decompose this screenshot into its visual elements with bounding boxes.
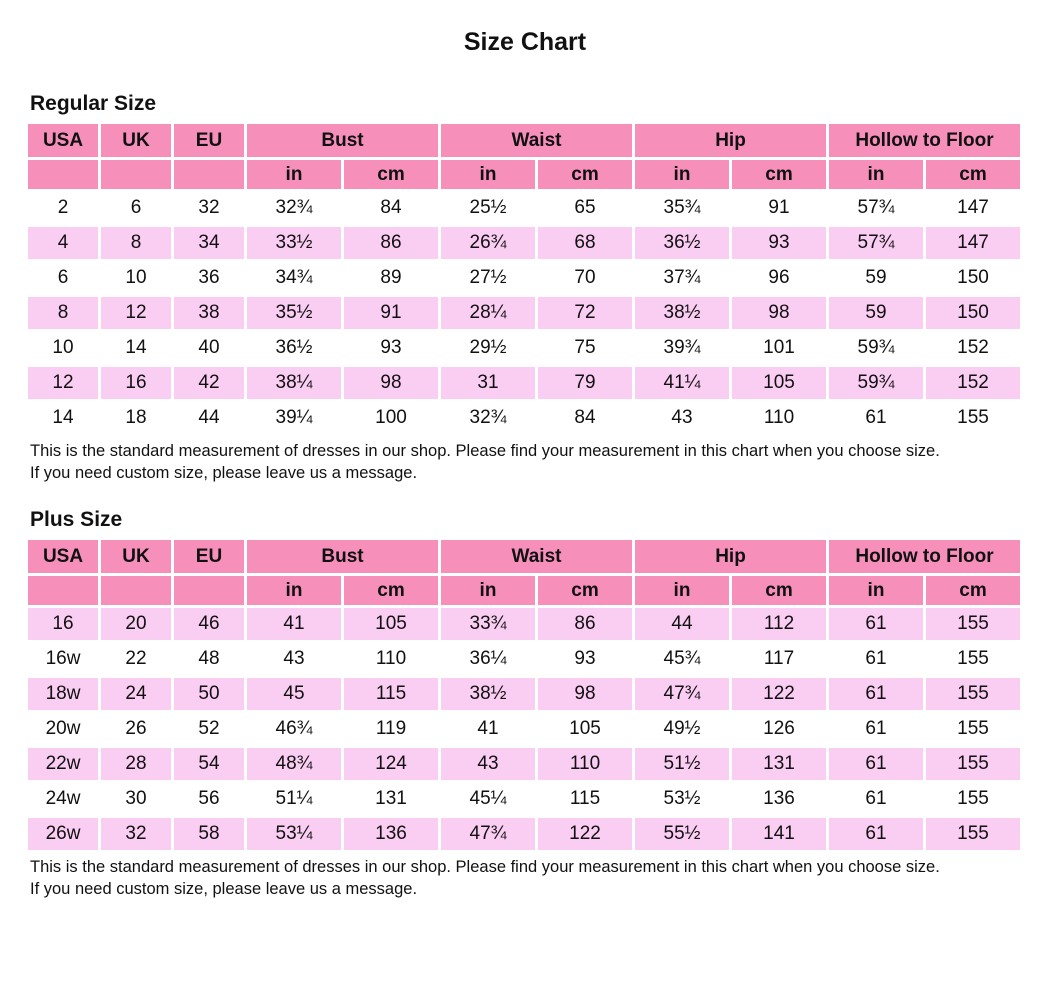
table-cell: 41¼ [635,367,729,399]
table-cell: 27½ [441,262,535,294]
table-cell: 35½ [247,297,341,329]
table-cell: 10 [101,262,171,294]
unit-header: in [635,160,729,189]
unit-header: cm [926,160,1020,189]
note-line: If you need custom size, please leave us a message. [30,880,418,898]
table-cell: 46 [174,608,244,640]
empty-header-cell [101,160,171,189]
table-cell: 36½ [247,332,341,364]
table-cell: 14 [101,332,171,364]
unit-header: cm [538,160,632,189]
table-cell: 105 [538,713,632,745]
table-cell: 84 [538,402,632,434]
header-row [28,540,1020,573]
table-cell: 44 [635,608,729,640]
unit-header: cm [344,160,438,189]
table-cell: 93 [538,643,632,675]
table-cell: 155 [926,713,1020,745]
table-cell: 36 [174,262,244,294]
table-cell: 115 [538,783,632,815]
table-cell: 124 [344,748,438,780]
empty-header-cell [174,160,244,189]
table-cell: 22w [28,748,98,780]
table-cell: 96 [732,262,826,294]
table-cell: 52 [174,713,244,745]
table-cell: 26¾ [441,227,535,259]
table-cell: 36½ [635,227,729,259]
table-cell: 72 [538,297,632,329]
table-cell: 43 [441,748,535,780]
table-cell: 43 [247,643,341,675]
table-row [28,402,1020,434]
table-cell: 136 [344,818,438,850]
table-cell: 54 [174,748,244,780]
table-cell: 6 [101,192,171,224]
table-cell: 98 [732,297,826,329]
table-cell: 38½ [635,297,729,329]
table-cell: 49½ [635,713,729,745]
table-cell: 48 [174,643,244,675]
regular-size-heading: Regular Size [30,92,157,115]
table-cell: 136 [732,783,826,815]
table-cell: 8 [101,227,171,259]
table-cell: 65 [538,192,632,224]
table-cell: 45¼ [441,783,535,815]
table-cell: 47¾ [635,678,729,710]
table-cell: 155 [926,678,1020,710]
table-cell: 29½ [441,332,535,364]
table-cell: 115 [344,678,438,710]
table-cell: 38 [174,297,244,329]
table-cell: 110 [538,748,632,780]
page-title: Size Chart [463,28,587,56]
table-cell: 141 [732,818,826,850]
table-cell: 131 [344,783,438,815]
table-cell: 155 [926,402,1020,434]
table-row [28,367,1020,399]
table-cell: 28¼ [441,297,535,329]
table-cell: 89 [344,262,438,294]
table-cell: 53½ [635,783,729,815]
column-header: Hollow to Floor [829,124,1020,157]
unit-header: cm [344,576,438,605]
table-cell: 122 [538,818,632,850]
table-cell: 22 [101,643,171,675]
table-cell: 51¼ [247,783,341,815]
regular-size-note [30,440,1010,484]
empty-header-cell [28,160,98,189]
table-cell: 48¾ [247,748,341,780]
table-cell: 117 [732,643,826,675]
column-header: UK [101,540,171,573]
column-header: EU [174,540,244,573]
unit-header: in [829,160,923,189]
unit-header: in [441,576,535,605]
table-row [28,192,1020,224]
table-cell: 126 [732,713,826,745]
table-cell: 12 [28,367,98,399]
table-cell: 20 [101,608,171,640]
table-cell: 70 [538,262,632,294]
table-cell: 16 [28,608,98,640]
table-row [28,297,1020,329]
table-cell: 98 [344,367,438,399]
unit-header-row [28,160,1020,189]
table-row [28,748,1020,780]
table-cell: 39¾ [635,332,729,364]
unit-header: cm [926,576,1020,605]
table-cell: 101 [732,332,826,364]
column-header: Waist [441,540,632,573]
table-cell: 59¾ [829,332,923,364]
table-cell: 86 [538,608,632,640]
empty-header-cell [174,576,244,605]
table-cell: 14 [28,402,98,434]
table-cell: 38½ [441,678,535,710]
table-cell: 119 [344,713,438,745]
unit-header: in [247,576,341,605]
table-cell: 155 [926,818,1020,850]
unit-header: in [635,576,729,605]
table-cell: 155 [926,748,1020,780]
column-header: Bust [247,124,438,157]
table-cell: 53¼ [247,818,341,850]
table-cell: 61 [829,713,923,745]
table-cell: 37¾ [635,262,729,294]
table-cell: 150 [926,262,1020,294]
table-cell: 18 [101,402,171,434]
table-cell: 32 [101,818,171,850]
column-header: Bust [247,540,438,573]
table-row [28,643,1020,675]
table-cell: 50 [174,678,244,710]
table-cell: 58 [174,818,244,850]
table-cell: 42 [174,367,244,399]
table-cell: 35¾ [635,192,729,224]
table-cell: 105 [732,367,826,399]
plus-size-note [30,856,1010,900]
column-header: USA [28,540,98,573]
table-row [28,227,1020,259]
table-cell: 84 [344,192,438,224]
table-cell: 32 [174,192,244,224]
column-header: UK [101,124,171,157]
table-cell: 86 [344,227,438,259]
table-cell: 59¾ [829,367,923,399]
column-header: Hip [635,124,826,157]
column-header: Hip [635,540,826,573]
table-cell: 105 [344,608,438,640]
table-cell: 43 [635,402,729,434]
table-cell: 34 [174,227,244,259]
table-cell: 110 [732,402,826,434]
plus-size-heading: Plus Size [30,508,123,531]
table-cell: 16 [101,367,171,399]
table-cell: 155 [926,783,1020,815]
table-cell: 24w [28,783,98,815]
table-cell: 61 [829,818,923,850]
table-cell: 150 [926,297,1020,329]
table-row [28,818,1020,850]
table-cell: 10 [28,332,98,364]
unit-header-row [28,576,1020,605]
table-cell: 93 [344,332,438,364]
table-cell: 16w [28,643,98,675]
table-cell: 46¾ [247,713,341,745]
table-cell: 91 [732,192,826,224]
table-row [28,332,1020,364]
table-cell: 75 [538,332,632,364]
table-cell: 51½ [635,748,729,780]
table-cell: 32¾ [247,192,341,224]
table-cell: 18w [28,678,98,710]
table-cell: 79 [538,367,632,399]
column-header: EU [174,124,244,157]
note-line: If you need custom size, please leave us a message. [30,464,418,482]
column-header: USA [28,124,98,157]
table-cell: 59 [829,262,923,294]
table-cell: 152 [926,367,1020,399]
unit-header: cm [732,160,826,189]
table-cell: 28 [101,748,171,780]
table-cell: 61 [829,608,923,640]
note-line: This is the standard measurement of dresses in our shop. Please find your measurement in this chart when you choose size. [30,858,940,876]
table-cell: 31 [441,367,535,399]
table-cell: 41 [441,713,535,745]
table-cell: 61 [829,783,923,815]
table-cell: 57¾ [829,192,923,224]
unit-header: in [247,160,341,189]
table-cell: 45 [247,678,341,710]
table-cell: 131 [732,748,826,780]
table-cell: 147 [926,192,1020,224]
table-cell: 100 [344,402,438,434]
unit-header: cm [538,576,632,605]
table-cell: 61 [829,678,923,710]
table-cell: 59 [829,297,923,329]
table-cell: 61 [829,643,923,675]
table-cell: 47¾ [441,818,535,850]
table-cell: 61 [829,402,923,434]
table-cell: 40 [174,332,244,364]
table-cell: 12 [101,297,171,329]
unit-header: in [829,576,923,605]
table-cell: 93 [732,227,826,259]
table-cell: 57¾ [829,227,923,259]
table-cell: 55½ [635,818,729,850]
table-cell: 25½ [441,192,535,224]
table-row [28,713,1020,745]
table-cell: 39¼ [247,402,341,434]
table-cell: 30 [101,783,171,815]
table-cell: 155 [926,608,1020,640]
column-header: Waist [441,124,632,157]
table-row [28,783,1020,815]
table-cell: 45¾ [635,643,729,675]
table-cell: 112 [732,608,826,640]
table-cell: 56 [174,783,244,815]
table-cell: 44 [174,402,244,434]
note-line: This is the standard measurement of dresses in our shop. Please find your measurement in this chart when you choose size. [30,442,940,460]
table-cell: 4 [28,227,98,259]
table-cell: 122 [732,678,826,710]
table-cell: 8 [28,297,98,329]
table-cell: 2 [28,192,98,224]
table-cell: 98 [538,678,632,710]
table-cell: 61 [829,748,923,780]
table-cell: 32¾ [441,402,535,434]
table-cell: 20w [28,713,98,745]
table-cell: 110 [344,643,438,675]
unit-header: cm [732,576,826,605]
table-row [28,262,1020,294]
table-cell: 33¾ [441,608,535,640]
unit-header: in [441,160,535,189]
table-cell: 26 [101,713,171,745]
empty-header-cell [28,576,98,605]
regular-size-table [25,121,1023,437]
table-cell: 33½ [247,227,341,259]
table-cell: 6 [28,262,98,294]
table-cell: 147 [926,227,1020,259]
plus-size-table [25,537,1023,853]
table-cell: 91 [344,297,438,329]
table-cell: 155 [926,643,1020,675]
table-cell: 68 [538,227,632,259]
table-cell: 38¼ [247,367,341,399]
table-cell: 26w [28,818,98,850]
table-cell: 36¼ [441,643,535,675]
table-cell: 152 [926,332,1020,364]
table-cell: 41 [247,608,341,640]
column-header: Hollow to Floor [829,540,1020,573]
table-cell: 24 [101,678,171,710]
table-row [28,608,1020,640]
table-row [28,678,1020,710]
empty-header-cell [101,576,171,605]
table-cell: 34¾ [247,262,341,294]
header-row [28,124,1020,157]
